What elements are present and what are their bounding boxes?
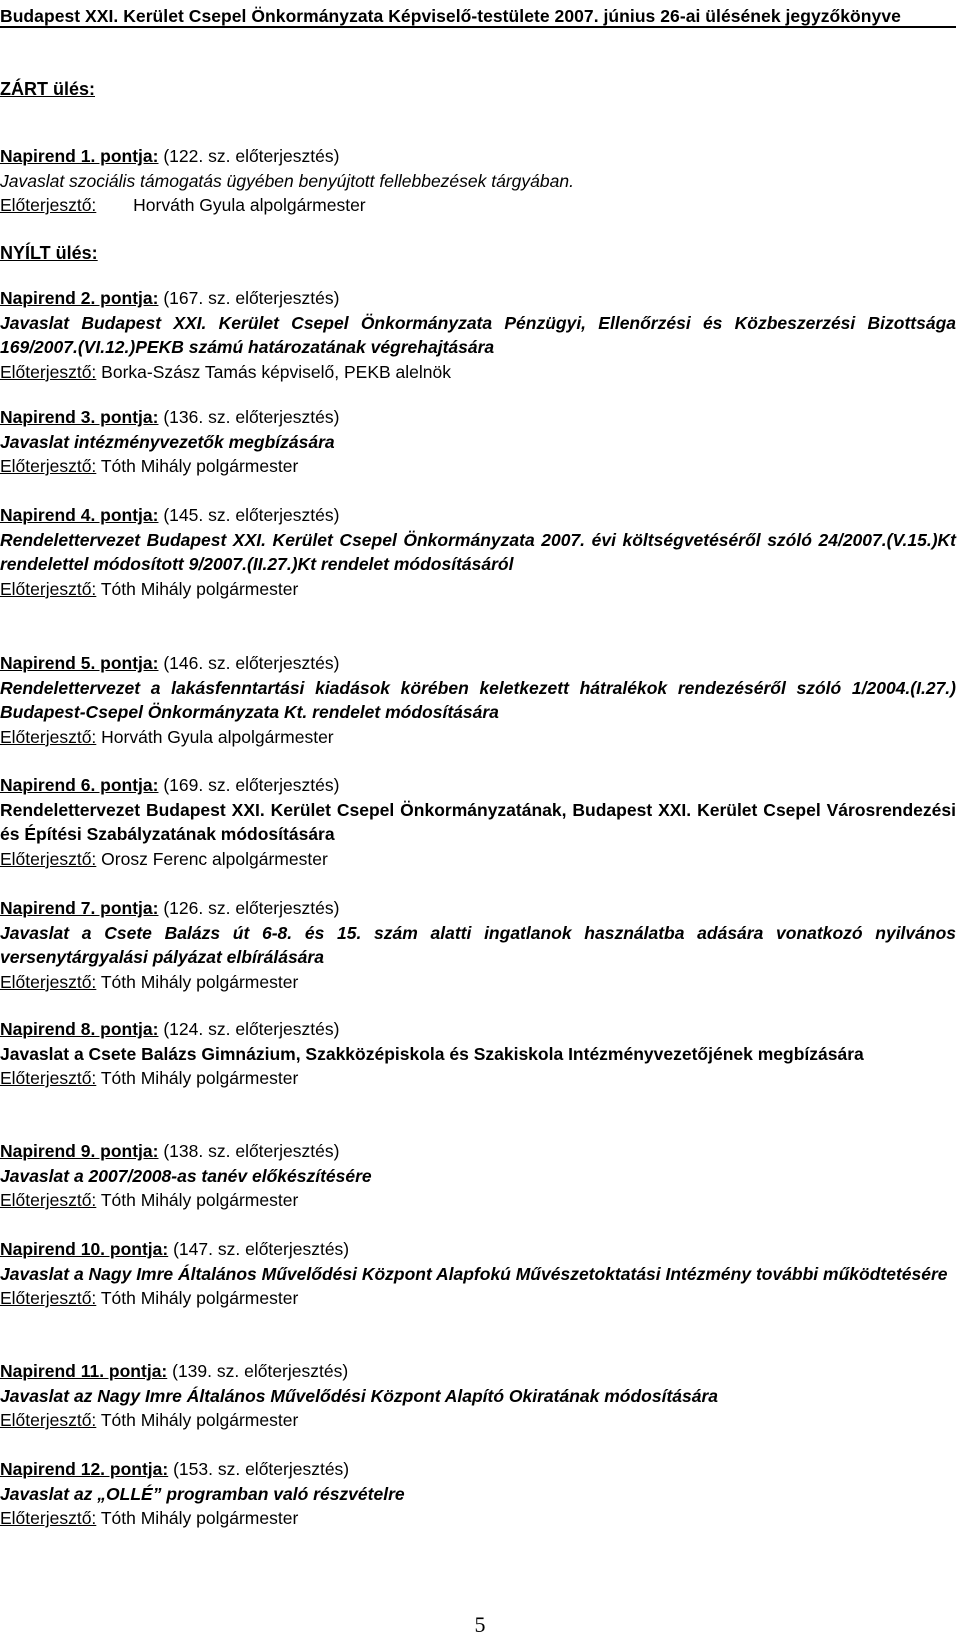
agenda-item-title: Rendelettervezet Budapest XXI. Kerület Csepel Önkormányzatának, Budapest XXI. Kerület Csepel Városrendezési és Építési Szabályzatának módosítására (0, 799, 956, 844)
reporter-name: Tóth Mihály polgármester (100, 456, 299, 476)
agenda-item-label: Napirend 1. pontja: (0, 146, 159, 166)
agenda-item-title: Javaslat a 2007/2008-as tanév előkészítésére (0, 1165, 372, 1186)
agenda-item-title: Javaslat szociális támogatás ügyében benyújtott fellebbezések tárgyában. (0, 170, 574, 191)
header-title: Budapest XXI. Kerület Csepel Önkormányzata Képviselő-testülete 2007. június 26-ai ülésének jegyzőkönyve (0, 6, 901, 26)
agenda-item-1 (0, 144, 956, 218)
agenda-item-title: Javaslat intézményvezetők megbízására (0, 431, 335, 452)
reporter-name: Orosz Ferenc alpolgármester (101, 848, 328, 869)
agenda-item-2 (0, 286, 956, 384)
agenda-item-label: Napirend 8. pontja: (0, 1019, 159, 1039)
reporter-name: Horváth Gyula alpolgármester (133, 195, 366, 215)
agenda-item-label: Napirend 9. pontja: (0, 1141, 159, 1161)
reporter-name: Borka-Szász Tamás képviselő, PEKB alelnök (101, 361, 452, 382)
reporter-label: Előterjesztő: (0, 1508, 97, 1528)
agenda-item-title: Javaslat az Nagy Imre Általános Művelődési Központ Alapító Okiratának módosítására (0, 1385, 719, 1406)
agenda-item-label: Napirend 2. pontja: (0, 288, 159, 308)
agenda-item-title: Rendelettervezet Budapest XXI. Kerület Csepel Önkormányzata 2007. évi költségvetéséről szóló 24/2007.(V.15.)Kt rendelettel módosított 9/2007.(II.27.)Kt rendelet módosításáról (0, 529, 956, 574)
agenda-item-ref: (153. sz. előterjesztés) (173, 1459, 350, 1479)
reporter-name: Horváth Gyula alpolgármester (101, 726, 334, 747)
reporter-name: Tóth Mihály polgármester (100, 1410, 299, 1430)
agenda-item-ref: (139. sz. előterjesztés) (172, 1361, 349, 1381)
agenda-item-label: Napirend 7. pontja: (0, 898, 159, 918)
reporter-name: Tóth Mihály polgármester (100, 1068, 299, 1088)
reporter-label: Előterjesztő: (0, 1068, 97, 1088)
agenda-item-ref: (147. sz. előterjesztés) (173, 1239, 350, 1259)
reporter-name: Tóth Mihály polgármester (100, 578, 299, 599)
agenda-item-label: Napirend 5. pontja: (0, 653, 159, 673)
closed-session-heading: ZÁRT ülés: (0, 79, 96, 99)
agenda-item-4 (0, 503, 956, 601)
agenda-item-ref: (145. sz. előterjesztés) (163, 505, 340, 525)
agenda-item-11 (0, 1359, 956, 1433)
reporter-name: Tóth Mihály polgármester (100, 1288, 299, 1308)
agenda-item-ref: (169. sz. előterjesztés) (163, 775, 340, 795)
agenda-item-title: Javaslat a Csete Balázs Gimnázium, Szakközépiskola és Szakiskola Intézményvezetőjének megbízására (0, 1043, 864, 1064)
reporter-name: Tóth Mihály polgármester (100, 1508, 299, 1528)
agenda-item-ref: (126. sz. előterjesztés) (163, 898, 340, 918)
agenda-item-ref: (167. sz. előterjesztés) (163, 288, 340, 308)
reporter-label: Előterjesztő: (0, 578, 97, 599)
agenda-item-label: Napirend 3. pontja: (0, 407, 159, 427)
reporter-label: Előterjesztő: (0, 971, 97, 992)
agenda-item-10 (0, 1237, 956, 1311)
agenda-item-ref: (138. sz. előterjesztés) (163, 1141, 340, 1161)
agenda-item-ref: (136. sz. előterjesztés) (163, 407, 340, 427)
agenda-item-6 (0, 773, 956, 871)
agenda-item-5 (0, 651, 956, 749)
agenda-item-ref: (122. sz. előterjesztés) (163, 146, 340, 166)
reporter-label: Előterjesztő: (0, 195, 97, 215)
agenda-item-label: Napirend 11. pontja: (0, 1361, 168, 1381)
agenda-item-label: Napirend 10. pontja: (0, 1239, 169, 1259)
reporter-label: Előterjesztő: (0, 1190, 97, 1210)
page-number: 5 (474, 1612, 486, 1637)
agenda-item-label: Napirend 4. pontja: (0, 505, 159, 525)
open-session-heading: NYÍLT ülés: (0, 243, 98, 263)
reporter-name: Tóth Mihály polgármester (100, 971, 299, 992)
reporter-label: Előterjesztő: (0, 726, 97, 747)
agenda-item-label: Napirend 6. pontja: (0, 775, 159, 795)
agenda-item-9 (0, 1139, 956, 1213)
agenda-item-7 (0, 896, 956, 994)
reporter-name: Tóth Mihály polgármester (100, 1190, 299, 1210)
agenda-item-ref: (146. sz. előterjesztés) (163, 653, 340, 673)
reporter-label: Előterjesztő: (0, 456, 97, 476)
page-header (0, 6, 956, 28)
agenda-item-8 (0, 1017, 956, 1091)
agenda-item-title: Javaslat a Nagy Imre Általános Művelődési Központ Alapfokú Művészetoktatási Intézmény további működtetésére (0, 1263, 948, 1284)
agenda-item-ref: (124. sz. előterjesztés) (163, 1019, 340, 1039)
reporter-label: Előterjesztő: (0, 1410, 97, 1430)
agenda-item-title: Javaslat a Csete Balázs út 6-8. és 15. szám alatti ingatlanok használatba adására vonatkozó nyilvános versenytárgyalási pályázat elbírálására (0, 922, 956, 967)
agenda-item-label: Napirend 12. pontja: (0, 1459, 169, 1479)
reporter-label: Előterjesztő: (0, 848, 97, 869)
agenda-item-title: Rendelettervezet a lakásfenntartási kiadások körében keletkezett hátralékok rendezéséről szóló 1/2004.(I.27.) Budapest-Csepel Önkormányzata Kt. rendelet módosítására (0, 677, 956, 722)
agenda-item-12 (0, 1457, 956, 1531)
agenda-item-title: Javaslat az „OLLÉ” programban való részvételre (0, 1483, 405, 1504)
reporter-label: Előterjesztő: (0, 1288, 97, 1308)
reporter-label: Előterjesztő: (0, 361, 97, 382)
agenda-item-title: Javaslat Budapest XXI. Kerület Csepel Önkormányzata Pénzügyi, Ellenőrzési és Közbeszerzési Bizottsága 169/2007.(VI.12.)PEKB számú határozatának végrehajtására (0, 312, 956, 357)
agenda-item-3 (0, 405, 956, 479)
